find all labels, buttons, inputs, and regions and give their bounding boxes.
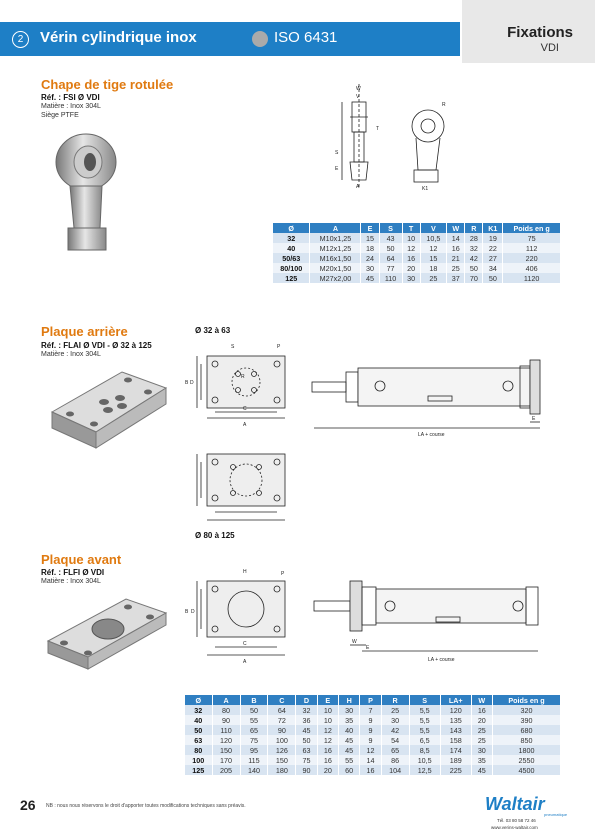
table-row: [185, 705, 561, 715]
table-cell: 150: [268, 755, 296, 765]
table-cell: 50: [296, 735, 317, 745]
standard-label: ISO 6431: [274, 29, 338, 46]
table-cell: 50: [240, 705, 268, 715]
category-title: Fixations: [507, 24, 573, 41]
brand-logo-subtitle: pneumatique: [544, 812, 568, 817]
table-row: [185, 755, 561, 765]
table-cell: 406: [503, 263, 561, 273]
table-cell: 16: [317, 755, 338, 765]
dim-label-d: D: [191, 609, 195, 615]
table-cell: 75: [240, 735, 268, 745]
table-cell: 25: [381, 705, 409, 715]
section-material: Matière : Inox 304L: [41, 351, 101, 358]
table-cell: M10x1,25: [310, 233, 361, 243]
table-cell: 12: [402, 243, 420, 253]
table-cell: 27: [483, 253, 503, 263]
dim-label-s: S: [335, 150, 339, 156]
table-cell: 4500: [492, 765, 560, 775]
table-cell: 112: [503, 243, 561, 253]
dim-label-r: R: [442, 102, 446, 108]
column-header: R: [381, 695, 409, 705]
column-header: V: [420, 223, 447, 233]
table-cell: 150: [212, 745, 240, 755]
table-cell: 86: [381, 755, 409, 765]
table-row: [273, 243, 561, 253]
table-cell: 15: [420, 253, 447, 263]
table-cell: 158: [440, 735, 471, 745]
table-cell: 1120: [503, 273, 561, 283]
table-cell: 77: [379, 263, 402, 273]
section-ref: Réf. : FLFI Ø VDI: [41, 568, 105, 577]
table-header-row: [273, 223, 561, 233]
dim-label-b: B: [185, 609, 189, 615]
table-cell: 75: [503, 233, 561, 243]
table-cell: 30: [471, 745, 492, 755]
dim-label-c: C: [243, 641, 247, 647]
table-cell: 14: [447, 233, 465, 243]
table-cell: 25: [420, 273, 447, 283]
table-cell: 10: [317, 705, 338, 715]
table-cell: 16: [402, 253, 420, 263]
table-cell: 50: [379, 243, 402, 253]
column-header: H: [339, 695, 360, 705]
dim-label-a: A: [243, 659, 247, 665]
table-cell: 110: [379, 273, 402, 283]
column-header: S: [409, 695, 440, 705]
table-row: [273, 263, 561, 273]
table-cell: 12: [317, 725, 338, 735]
table-cell: 30: [339, 705, 360, 715]
table-cell: 90: [268, 725, 296, 735]
dim-label-p: P: [281, 571, 285, 577]
section-number-badge: 2: [12, 31, 29, 48]
dim-label-k1: K1: [422, 186, 429, 192]
table-cell: 34: [483, 263, 503, 273]
rear-plate-cylinder-drawing: [308, 352, 548, 442]
rear-plate-drawing-large: [185, 440, 300, 528]
table-cell: 70: [465, 273, 483, 283]
table-cell: 65: [240, 725, 268, 735]
section-ref: Réf. : FSI Ø VDI: [41, 93, 100, 102]
rear-plate-photo: [42, 362, 172, 462]
table-cell: 125: [185, 765, 212, 775]
column-header: B: [240, 695, 268, 705]
table-cell: 115: [240, 755, 268, 765]
rear-plate-drawing-small: [185, 338, 300, 433]
section-seat: Siège PTFE: [41, 112, 79, 119]
front-plate-drawing: [185, 565, 300, 665]
table-cell: 72: [268, 715, 296, 725]
column-header: D: [296, 695, 317, 705]
table-cell: 14: [360, 755, 381, 765]
table-cell: 10,5: [409, 755, 440, 765]
table-cell: 65: [381, 745, 409, 755]
table-cell: 64: [268, 705, 296, 715]
table-cell: 220: [503, 253, 561, 263]
dim-label-v: V: [356, 94, 360, 100]
table-cell: 90: [212, 715, 240, 725]
table-cell: 95: [240, 745, 268, 755]
table-cell: 180: [268, 765, 296, 775]
table-cell: 25: [471, 725, 492, 735]
table-cell: 60: [339, 765, 360, 775]
table-cell: 5,5: [409, 715, 440, 725]
section-title-front-plate: Plaque avant: [41, 552, 122, 567]
table-cell: 16: [447, 243, 465, 253]
table-cell: 80: [185, 745, 212, 755]
table-cell: 18: [361, 243, 379, 253]
table-cell: 19: [483, 233, 503, 243]
table-cell: 104: [381, 765, 409, 775]
rod-eye-drawing: [330, 84, 460, 194]
table-cell: 42: [465, 253, 483, 263]
table-cell: 174: [440, 745, 471, 755]
contact-website[interactable]: www.verins-waltair.com: [491, 825, 538, 830]
dim-label-e: E: [532, 416, 536, 422]
table-cell: 680: [492, 725, 560, 735]
column-header: Ø: [273, 223, 310, 233]
table-cell: 2550: [492, 755, 560, 765]
page-header: [0, 0, 595, 63]
table-cell: 80: [212, 705, 240, 715]
table-cell: 5,5: [409, 725, 440, 735]
table-cell: 135: [440, 715, 471, 725]
table-row: [185, 765, 561, 775]
table-cell: 30: [402, 273, 420, 283]
table-cell: 140: [240, 765, 268, 775]
table-cell: M16x1,50: [310, 253, 361, 263]
table-cell: 90: [296, 765, 317, 775]
section-ref: Réf. : FLAI Ø VDI - Ø 32 à 125: [41, 341, 152, 350]
dim-label-s: S: [231, 344, 235, 350]
table-cell: 55: [240, 715, 268, 725]
column-header: K1: [483, 223, 503, 233]
table-cell: 10,5: [420, 233, 447, 243]
column-header: W: [471, 695, 492, 705]
table-cell: 50: [465, 263, 483, 273]
table-cell: 75: [296, 755, 317, 765]
table-cell: 43: [379, 233, 402, 243]
table-cell: 20: [402, 263, 420, 273]
table-cell: 35: [339, 715, 360, 725]
table-cell: 12: [420, 243, 447, 253]
standard-dot-icon: [252, 31, 268, 47]
table-cell: 22: [483, 243, 503, 253]
dim-label-c: C: [243, 406, 247, 412]
dim-label-e: E: [335, 166, 339, 172]
table-cell: 9: [360, 715, 381, 725]
section-material: Matière : Inox 304L: [41, 578, 101, 585]
size-range-label: Ø 32 à 63: [195, 326, 231, 335]
table-cell: 32: [185, 705, 212, 715]
table-cell: 16: [360, 765, 381, 775]
table-cell: 32: [465, 243, 483, 253]
table-cell: 24: [361, 253, 379, 263]
size-range-label: Ø 80 à 125: [195, 531, 235, 540]
rod-clevis-dimensions-table: [273, 223, 561, 283]
category-subtitle: VDI: [540, 42, 559, 54]
page-title: Vérin cylindrique inox: [40, 29, 197, 46]
table-cell: 25: [471, 735, 492, 745]
dim-label-la: LA + course: [418, 432, 445, 438]
table-cell: 8,5: [409, 745, 440, 755]
table-cell: M12x1,25: [310, 243, 361, 253]
table-cell: M27x2,00: [310, 273, 361, 283]
table-cell: 16: [317, 745, 338, 755]
section-title-rear-plate: Plaque arrière: [41, 324, 128, 339]
table-cell: 40: [273, 243, 310, 253]
dim-label-r: R: [241, 374, 245, 380]
column-header: E: [361, 223, 379, 233]
table-cell: 50/63: [273, 253, 310, 263]
table-cell: 30: [381, 715, 409, 725]
table-row: [185, 725, 561, 735]
table-cell: 1800: [492, 745, 560, 755]
column-header: P: [360, 695, 381, 705]
column-header: E: [317, 695, 338, 705]
dim-label-a: A: [356, 184, 360, 190]
table-cell: 12: [360, 745, 381, 755]
table-cell: 45: [361, 273, 379, 283]
table-cell: 45: [339, 735, 360, 745]
table-cell: 100: [268, 735, 296, 745]
table-row: [185, 715, 561, 725]
table-cell: 189: [440, 755, 471, 765]
rod-eye-photo: [48, 128, 128, 258]
table-cell: 15: [361, 233, 379, 243]
table-cell: 5,5: [409, 705, 440, 715]
table-cell: 225: [440, 765, 471, 775]
table-cell: 110: [212, 725, 240, 735]
dim-label-la: LA + course: [428, 657, 455, 663]
table-cell: 120: [440, 705, 471, 715]
table-cell: 50: [185, 725, 212, 735]
dim-label-w: W: [356, 86, 361, 92]
column-header: R: [465, 223, 483, 233]
column-header: LA+: [440, 695, 471, 705]
table-cell: 30: [361, 263, 379, 273]
table-cell: 12: [317, 735, 338, 745]
table-cell: 10: [402, 233, 420, 243]
table-cell: 25: [447, 263, 465, 273]
table-cell: 10: [317, 715, 338, 725]
column-header: A: [212, 695, 240, 705]
table-cell: 35: [471, 755, 492, 765]
table-row: [273, 273, 561, 283]
column-header: A: [310, 223, 361, 233]
table-cell: 205: [212, 765, 240, 775]
front-plate-photo: [42, 585, 172, 675]
table-cell: 63: [185, 735, 212, 745]
table-cell: 50: [483, 273, 503, 283]
table-cell: 7: [360, 705, 381, 715]
dim-label-b: B: [185, 380, 189, 386]
table-cell: 6,5: [409, 735, 440, 745]
dim-label-h: H: [243, 569, 247, 575]
table-cell: 28: [465, 233, 483, 243]
table-cell: 45: [471, 765, 492, 775]
page-number: 26: [20, 797, 36, 813]
table-cell: 32: [296, 705, 317, 715]
table-cell: 390: [492, 715, 560, 725]
table-cell: 55: [339, 755, 360, 765]
table-cell: 12,5: [409, 765, 440, 775]
table-row: [273, 253, 561, 263]
column-header: Poids en g: [503, 223, 561, 233]
table-cell: 320: [492, 705, 560, 715]
table-cell: 45: [339, 745, 360, 755]
dim-label-p: P: [277, 344, 281, 350]
front-plate-cylinder-drawing: [308, 575, 548, 665]
table-cell: 18: [420, 263, 447, 273]
column-header: W: [447, 223, 465, 233]
dim-label-e: E: [366, 645, 370, 651]
table-cell: 120: [212, 735, 240, 745]
table-cell: 21: [447, 253, 465, 263]
table-cell: 125: [273, 273, 310, 283]
table-cell: 45: [296, 725, 317, 735]
table-cell: 20: [317, 765, 338, 775]
dim-label-d: D: [190, 380, 194, 386]
table-cell: 32: [273, 233, 310, 243]
section-title-rod-clevis: Chape de tige rotulée: [41, 77, 174, 92]
table-cell: 16: [471, 705, 492, 715]
table-cell: 40: [185, 715, 212, 725]
column-header: Ø: [185, 695, 212, 705]
column-header: T: [402, 223, 420, 233]
table-cell: 37: [447, 273, 465, 283]
table-cell: M20x1,50: [310, 263, 361, 273]
table-cell: 143: [440, 725, 471, 735]
table-row: [273, 233, 561, 243]
column-header: S: [379, 223, 402, 233]
contact-phone: Tél. 03 80 58 72 46: [497, 818, 536, 823]
dim-label-a: A: [243, 422, 247, 428]
brand-logo: Waltair: [485, 794, 545, 814]
table-cell: 9: [360, 735, 381, 745]
table-cell: 170: [212, 755, 240, 765]
section-material: Matière : Inox 304L: [41, 103, 101, 110]
table-cell: 20: [471, 715, 492, 725]
footer-disclaimer: NB : nous nous réservons le droit d'apporter toutes modifications techniques sans préavis.: [46, 803, 246, 809]
table-cell: 64: [379, 253, 402, 263]
table-cell: 126: [268, 745, 296, 755]
column-header: C: [268, 695, 296, 705]
table-row: [185, 735, 561, 745]
table-cell: 80/100: [273, 263, 310, 273]
dim-label-w: W: [352, 639, 357, 645]
table-cell: 54: [381, 735, 409, 745]
column-header: Poids en g: [492, 695, 560, 705]
table-cell: 850: [492, 735, 560, 745]
table-cell: 9: [360, 725, 381, 735]
dim-label-t: T: [376, 126, 380, 132]
table-cell: 40: [339, 725, 360, 735]
table-cell: 63: [296, 745, 317, 755]
table-cell: 42: [381, 725, 409, 735]
table-header-row: [185, 695, 561, 705]
table-row: [185, 745, 561, 755]
plate-dimensions-table: [185, 695, 561, 775]
table-cell: 100: [185, 755, 212, 765]
table-cell: 36: [296, 715, 317, 725]
